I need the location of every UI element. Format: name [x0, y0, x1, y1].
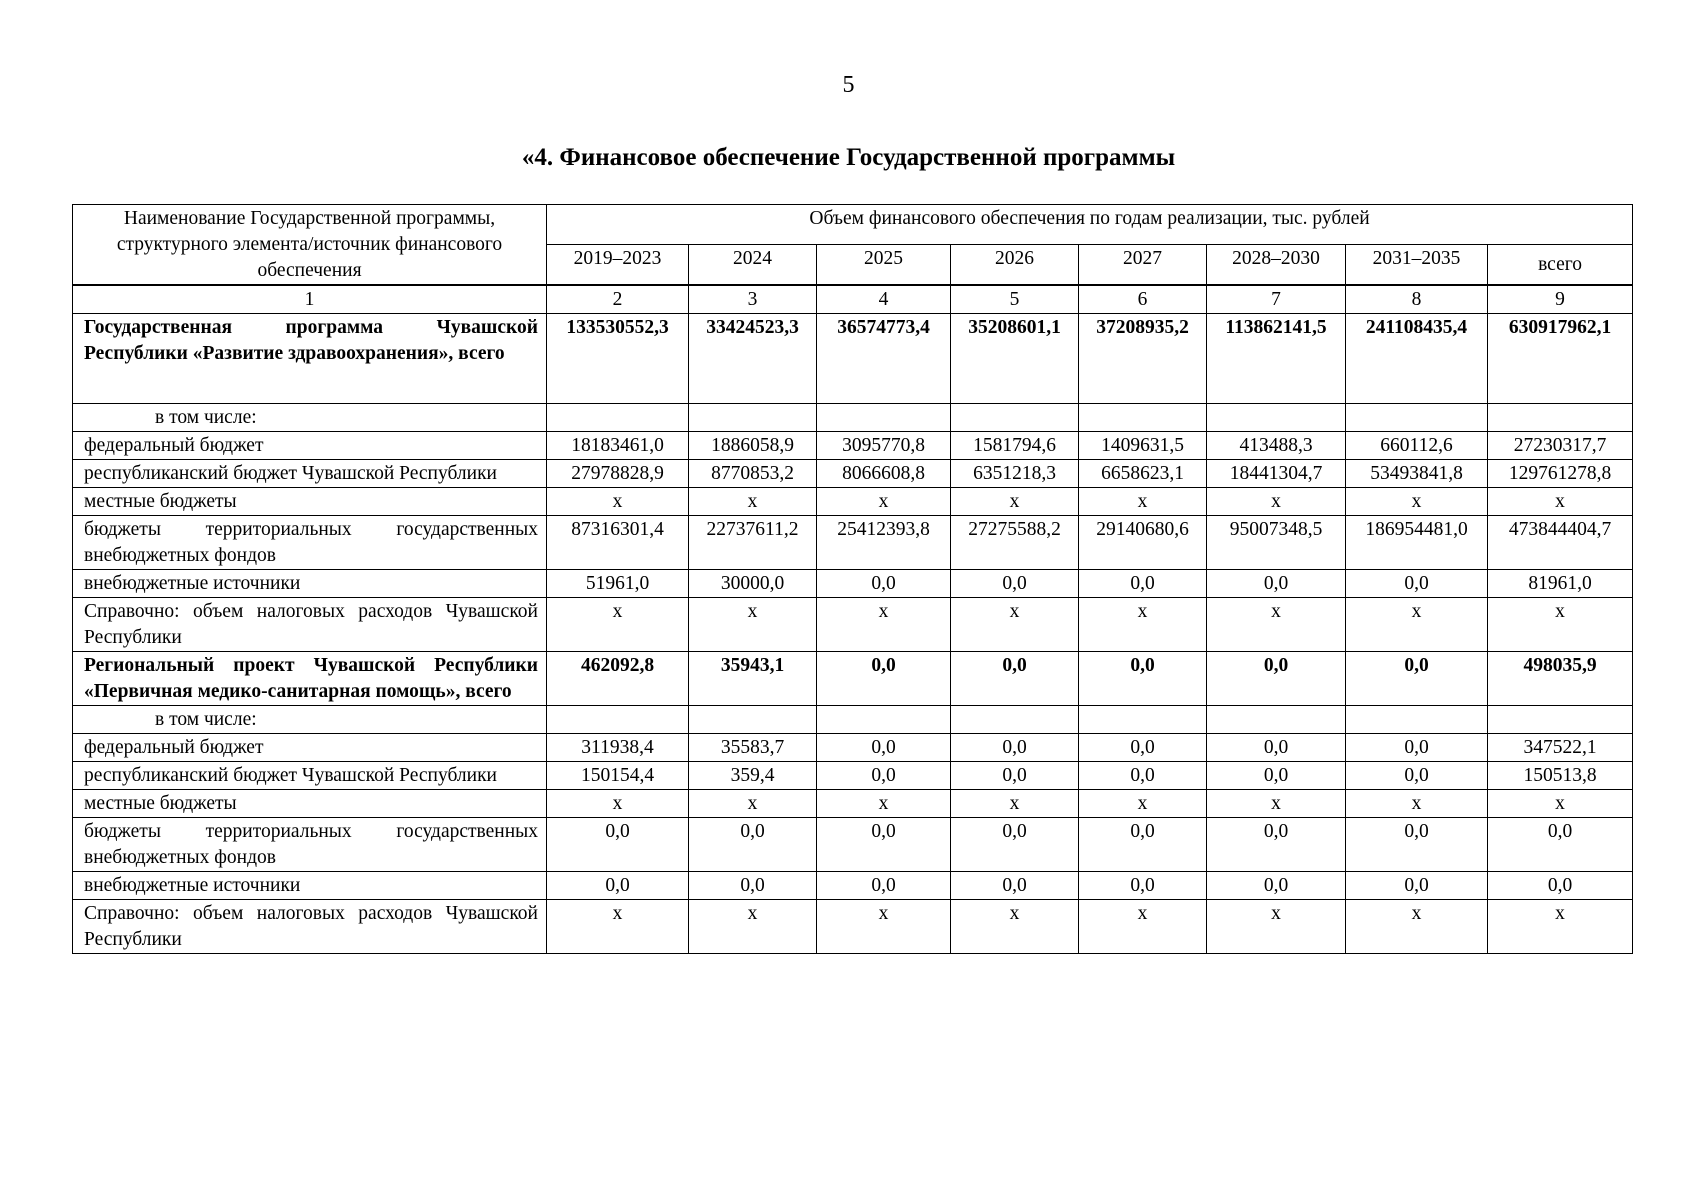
- value-cell: 0,0: [1207, 652, 1346, 706]
- value-cell: 0,0: [1346, 570, 1488, 598]
- row-label-cell: в том числе:: [73, 404, 547, 432]
- value-cell: [1079, 404, 1207, 432]
- value-cell: 347522,1: [1488, 734, 1633, 762]
- value-cell: х: [1488, 790, 1633, 818]
- value-cell: 25412393,8: [817, 516, 951, 570]
- value-cell: 150154,4: [547, 762, 689, 790]
- row-label-cell: республиканский бюджет Чувашской Республики: [73, 762, 547, 790]
- value-cell: 359,4: [689, 762, 817, 790]
- value-cell: 311938,4: [547, 734, 689, 762]
- value-cell: 129761278,8: [1488, 460, 1633, 488]
- value-cell: [547, 404, 689, 432]
- value-cell: 0,0: [817, 652, 951, 706]
- header-year-cell: 2024: [689, 244, 817, 285]
- value-cell: 6351218,3: [951, 460, 1079, 488]
- value-cell: х: [1488, 488, 1633, 516]
- value-cell: х: [689, 488, 817, 516]
- column-number-cell: 7: [1207, 285, 1346, 314]
- column-number-cell: 5: [951, 285, 1079, 314]
- header-year-cell: 2031–2035: [1346, 244, 1488, 285]
- value-cell: [817, 706, 951, 734]
- value-cell: 660112,6: [1346, 432, 1488, 460]
- value-cell: х: [817, 598, 951, 652]
- value-cell: 18441304,7: [1207, 460, 1346, 488]
- table-row: [73, 900, 1633, 954]
- row-label-cell: федеральный бюджет: [73, 432, 547, 460]
- value-cell: 0,0: [1346, 734, 1488, 762]
- table-row: [73, 734, 1633, 762]
- value-cell: х: [1079, 900, 1207, 954]
- column-numbers-row: [73, 285, 1633, 314]
- value-cell: 1886058,9: [689, 432, 817, 460]
- value-cell: х: [1488, 900, 1633, 954]
- value-cell: 0,0: [1079, 872, 1207, 900]
- value-cell: 0,0: [689, 818, 817, 872]
- header-year-cell: 2025: [817, 244, 951, 285]
- table-row: [73, 460, 1633, 488]
- financial-table: [72, 204, 1633, 954]
- value-cell: 8770853,2: [689, 460, 817, 488]
- value-cell: 0,0: [1207, 872, 1346, 900]
- value-cell: 0,0: [1346, 652, 1488, 706]
- value-cell: х: [689, 900, 817, 954]
- value-cell: 81961,0: [1488, 570, 1633, 598]
- value-cell: 29140680,6: [1079, 516, 1207, 570]
- value-cell: 18183461,0: [547, 432, 689, 460]
- value-cell: 0,0: [689, 872, 817, 900]
- value-cell: 0,0: [547, 872, 689, 900]
- header-row-top: [73, 205, 1633, 245]
- table-row: [73, 790, 1633, 818]
- value-cell: 22737611,2: [689, 516, 817, 570]
- value-cell: х: [1207, 488, 1346, 516]
- value-cell: 0,0: [1346, 818, 1488, 872]
- value-cell: [547, 706, 689, 734]
- value-cell: 27275588,2: [951, 516, 1079, 570]
- value-cell: 3095770,8: [817, 432, 951, 460]
- row-label-cell: бюджеты территориальных государственных внебюджетных фондов: [73, 818, 547, 872]
- value-cell: 8066608,8: [817, 460, 951, 488]
- value-cell: 498035,9: [1488, 652, 1633, 706]
- value-cell: 0,0: [951, 872, 1079, 900]
- value-cell: [1207, 706, 1346, 734]
- table-row: [73, 652, 1633, 706]
- header-year-cell: 2028–2030: [1207, 244, 1346, 285]
- value-cell: 0,0: [1207, 762, 1346, 790]
- value-cell: 462092,8: [547, 652, 689, 706]
- value-cell: 0,0: [1079, 570, 1207, 598]
- value-cell: х: [1346, 598, 1488, 652]
- value-cell: х: [817, 790, 951, 818]
- value-cell: 150513,8: [1488, 762, 1633, 790]
- value-cell: 0,0: [1079, 762, 1207, 790]
- row-label-cell: местные бюджеты: [73, 790, 547, 818]
- column-number-cell: 8: [1346, 285, 1488, 314]
- value-cell: 186954481,0: [1346, 516, 1488, 570]
- value-cell: 241108435,4: [1346, 314, 1488, 404]
- value-cell: 0,0: [951, 570, 1079, 598]
- value-cell: 473844404,7: [1488, 516, 1633, 570]
- value-cell: 1409631,5: [1079, 432, 1207, 460]
- value-cell: 0,0: [817, 872, 951, 900]
- value-cell: [951, 706, 1079, 734]
- value-cell: 37208935,2: [1079, 314, 1207, 404]
- value-cell: 0,0: [817, 762, 951, 790]
- header-year-cell: всего: [1488, 244, 1633, 285]
- row-label-cell: внебюджетные источники: [73, 872, 547, 900]
- value-cell: 0,0: [1079, 652, 1207, 706]
- value-cell: х: [547, 598, 689, 652]
- table-row: [73, 762, 1633, 790]
- value-cell: х: [1346, 900, 1488, 954]
- column-number-cell: 6: [1079, 285, 1207, 314]
- value-cell: х: [951, 900, 1079, 954]
- table-row: [73, 706, 1633, 734]
- value-cell: х: [1346, 790, 1488, 818]
- value-cell: 35583,7: [689, 734, 817, 762]
- value-cell: х: [547, 488, 689, 516]
- value-cell: х: [689, 790, 817, 818]
- row-label-cell: внебюджетные источники: [73, 570, 547, 598]
- value-cell: х: [951, 790, 1079, 818]
- header-year-cell: 2026: [951, 244, 1079, 285]
- value-cell: 33424523,3: [689, 314, 817, 404]
- value-cell: 87316301,4: [547, 516, 689, 570]
- value-cell: 0,0: [951, 734, 1079, 762]
- row-label-cell: бюджеты территориальных государственных внебюджетных фондов: [73, 516, 547, 570]
- value-cell: х: [951, 488, 1079, 516]
- table-row: [73, 404, 1633, 432]
- row-label-cell: Государственная программа Чувашской Республики «Развитие здравоохранения», всего: [73, 314, 547, 404]
- header-year-cell: 2019–2023: [547, 244, 689, 285]
- value-cell: [1207, 404, 1346, 432]
- value-cell: 0,0: [951, 652, 1079, 706]
- value-cell: х: [1079, 598, 1207, 652]
- row-label-cell: местные бюджеты: [73, 488, 547, 516]
- row-label-cell: республиканский бюджет Чувашской Республики: [73, 460, 547, 488]
- value-cell: 35943,1: [689, 652, 817, 706]
- value-cell: 0,0: [547, 818, 689, 872]
- header-volume-cell: Объем финансового обеспечения по годам реализации, тыс. рублей: [547, 205, 1633, 245]
- value-cell: 95007348,5: [1207, 516, 1346, 570]
- table-row: [73, 598, 1633, 652]
- section-title: «4. Финансовое обеспечение Государственной программы: [521, 144, 1176, 171]
- value-cell: 6658623,1: [1079, 460, 1207, 488]
- row-label-cell: в том числе:: [73, 706, 547, 734]
- value-cell: 0,0: [1079, 734, 1207, 762]
- value-cell: 35208601,1: [951, 314, 1079, 404]
- row-label-cell: Справочно: объем налоговых расходов Чувашской Республики: [73, 598, 547, 652]
- header-year-cell: 2027: [1079, 244, 1207, 285]
- value-cell: [689, 404, 817, 432]
- value-cell: 27978828,9: [547, 460, 689, 488]
- value-cell: х: [547, 790, 689, 818]
- row-label-cell: Региональный проект Чувашской Республики «Первичная медико-санитарная помощь», всего: [73, 652, 547, 706]
- value-cell: х: [1346, 488, 1488, 516]
- value-cell: х: [547, 900, 689, 954]
- value-cell: х: [817, 488, 951, 516]
- value-cell: 1581794,6: [951, 432, 1079, 460]
- column-number-cell: 9: [1488, 285, 1633, 314]
- value-cell: х: [1079, 488, 1207, 516]
- value-cell: [1488, 706, 1633, 734]
- value-cell: [817, 404, 951, 432]
- value-cell: 51961,0: [547, 570, 689, 598]
- header-name-cell: Наименование Государственной программы, структурного элемента/источник финансового обеспечения: [73, 205, 547, 286]
- value-cell: [689, 706, 817, 734]
- value-cell: 0,0: [1207, 570, 1346, 598]
- value-cell: 0,0: [817, 570, 951, 598]
- value-cell: 30000,0: [689, 570, 817, 598]
- page-number: 5: [842, 72, 855, 98]
- value-cell: [1346, 404, 1488, 432]
- value-cell: 0,0: [817, 734, 951, 762]
- row-label-cell: федеральный бюджет: [73, 734, 547, 762]
- value-cell: х: [817, 900, 951, 954]
- column-number-cell: 3: [689, 285, 817, 314]
- row-label-cell: Справочно: объем налоговых расходов Чувашской Республики: [73, 900, 547, 954]
- value-cell: 0,0: [1079, 818, 1207, 872]
- value-cell: [951, 404, 1079, 432]
- value-cell: 133530552,3: [547, 314, 689, 404]
- value-cell: 0,0: [951, 762, 1079, 790]
- value-cell: 0,0: [1346, 872, 1488, 900]
- table-row: [73, 314, 1633, 404]
- value-cell: 0,0: [817, 818, 951, 872]
- value-cell: х: [951, 598, 1079, 652]
- table-row: [73, 818, 1633, 872]
- column-number-cell: 1: [73, 285, 547, 314]
- value-cell: 413488,3: [1207, 432, 1346, 460]
- value-cell: [1079, 706, 1207, 734]
- value-cell: 0,0: [1207, 734, 1346, 762]
- value-cell: 113862141,5: [1207, 314, 1346, 404]
- value-cell: 0,0: [1346, 762, 1488, 790]
- table-row: [73, 488, 1633, 516]
- column-number-cell: 4: [817, 285, 951, 314]
- value-cell: 0,0: [951, 818, 1079, 872]
- value-cell: х: [1488, 598, 1633, 652]
- value-cell: 630917962,1: [1488, 314, 1633, 404]
- value-cell: [1346, 706, 1488, 734]
- column-number-cell: 2: [547, 285, 689, 314]
- value-cell: х: [1079, 790, 1207, 818]
- value-cell: 27230317,7: [1488, 432, 1633, 460]
- table-row: [73, 872, 1633, 900]
- value-cell: х: [1207, 790, 1346, 818]
- table-row: [73, 570, 1633, 598]
- value-cell: 0,0: [1207, 818, 1346, 872]
- value-cell: 53493841,8: [1346, 460, 1488, 488]
- value-cell: х: [1207, 900, 1346, 954]
- value-cell: х: [1207, 598, 1346, 652]
- value-cell: 0,0: [1488, 872, 1633, 900]
- value-cell: х: [689, 598, 817, 652]
- value-cell: 36574773,4: [817, 314, 951, 404]
- value-cell: [1488, 404, 1633, 432]
- table-row: [73, 432, 1633, 460]
- table-row: [73, 516, 1633, 570]
- value-cell: 0,0: [1488, 818, 1633, 872]
